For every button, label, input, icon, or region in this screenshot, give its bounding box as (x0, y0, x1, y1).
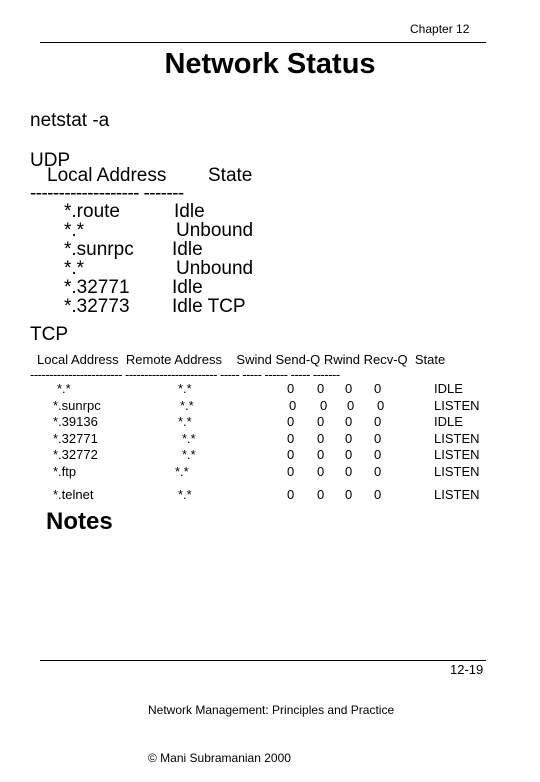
udp-col-state: State (208, 165, 253, 186)
udp-row-address: *.32771 (64, 277, 130, 298)
tcp-local: *.telnet (53, 487, 94, 502)
udp-row-state: Idle (172, 277, 203, 298)
udp-heading: UDP (30, 150, 71, 171)
chapter-label: Chapter 12 (410, 22, 470, 36)
tcp-sendq: 0 (320, 398, 328, 413)
tcp-sendq: 0 (317, 414, 325, 429)
tcp-state: LISTEN (434, 398, 480, 413)
tcp-state: LISTEN (434, 431, 480, 446)
bottom-rule (40, 660, 486, 661)
tcp-sendq: 0 (317, 464, 325, 479)
footer-book-title: Network Management: Principles and Practice (148, 703, 395, 717)
tcp-swind: 0 (287, 381, 295, 396)
udp-row-address: *.sunrpc (64, 239, 134, 260)
udp-dashes: ------------------- ------- (30, 183, 184, 204)
tcp-swind: 0 (287, 431, 295, 446)
tcp-swind: 0 (287, 464, 295, 479)
tcp-state: LISTEN (434, 447, 480, 462)
tcp-rwind: 0 (345, 431, 353, 446)
udp-row-state: Idle TCP (172, 296, 246, 317)
tcp-recvq: 0 (374, 431, 382, 446)
tcp-state: IDLE (434, 381, 463, 396)
tcp-remote: *.* (178, 487, 192, 502)
tcp-recvq: 0 (374, 381, 382, 396)
page-number: 12-19 (450, 662, 484, 677)
tcp-swind: 0 (287, 414, 295, 429)
tcp-heading: TCP (30, 324, 68, 345)
tcp-local: *.* (57, 381, 71, 396)
tcp-state: LISTEN (434, 487, 480, 502)
tcp-rwind: 0 (347, 398, 355, 413)
tcp-swind: 0 (287, 447, 295, 462)
tcp-local: *.32771 (53, 431, 98, 446)
tcp-rwind: 0 (345, 487, 353, 502)
udp-row-address: *.* (64, 258, 85, 279)
tcp-state: IDLE (434, 414, 463, 429)
page-title: Network Status (164, 48, 376, 80)
tcp-swind: 0 (289, 398, 297, 413)
tcp-recvq: 0 (374, 487, 382, 502)
tcp-sendq: 0 (317, 447, 325, 462)
command-line: netstat -a (30, 110, 110, 131)
notes-heading: Notes (46, 508, 113, 535)
tcp-swind: 0 (287, 487, 295, 502)
tcp-dashes: ------------------------ ------------------------ ----- ----- ------ ----- ------- (30, 367, 340, 382)
udp-row-state: Unbound (176, 258, 254, 279)
udp-row-address: *.* (64, 220, 85, 241)
tcp-rwind: 0 (345, 447, 353, 462)
top-rule (40, 42, 486, 43)
udp-row-state: Unbound (176, 220, 254, 241)
tcp-remote: *.* (182, 431, 196, 446)
tcp-local: *.39136 (53, 414, 98, 429)
tcp-local: *.sunrpc (53, 398, 101, 413)
footer-credit (148, 670, 394, 782)
tcp-recvq: 0 (374, 447, 382, 462)
tcp-sendq: 0 (317, 487, 325, 502)
tcp-remote: *.* (182, 447, 196, 462)
tcp-column-header: Local Address Remote Address Swind Send-Q Rwind Recv-Q State (37, 352, 446, 367)
udp-row-state: Idle (174, 201, 205, 222)
tcp-local: *.ftp (53, 464, 77, 479)
tcp-recvq: 0 (377, 398, 385, 413)
footer-copyright: © Mani Subramanian 2000 (148, 751, 291, 765)
tcp-recvq: 0 (374, 414, 382, 429)
udp-col-address: Local Address (47, 165, 167, 186)
tcp-remote: *.* (178, 381, 192, 396)
tcp-sendq: 0 (317, 381, 325, 396)
tcp-recvq: 0 (374, 464, 382, 479)
tcp-remote: *.* (178, 414, 192, 429)
tcp-local: *.32772 (53, 447, 98, 462)
tcp-remote: *.* (180, 398, 194, 413)
udp-row-address: *.route (64, 201, 120, 222)
udp-row-address: *.32773 (64, 296, 130, 317)
tcp-sendq: 0 (317, 431, 325, 446)
tcp-state: LISTEN (434, 464, 480, 479)
tcp-remote: *.* (175, 464, 189, 479)
udp-row-state: Idle (172, 239, 203, 260)
tcp-rwind: 0 (345, 414, 353, 429)
tcp-rwind: 0 (345, 381, 353, 396)
tcp-rwind: 0 (345, 464, 353, 479)
